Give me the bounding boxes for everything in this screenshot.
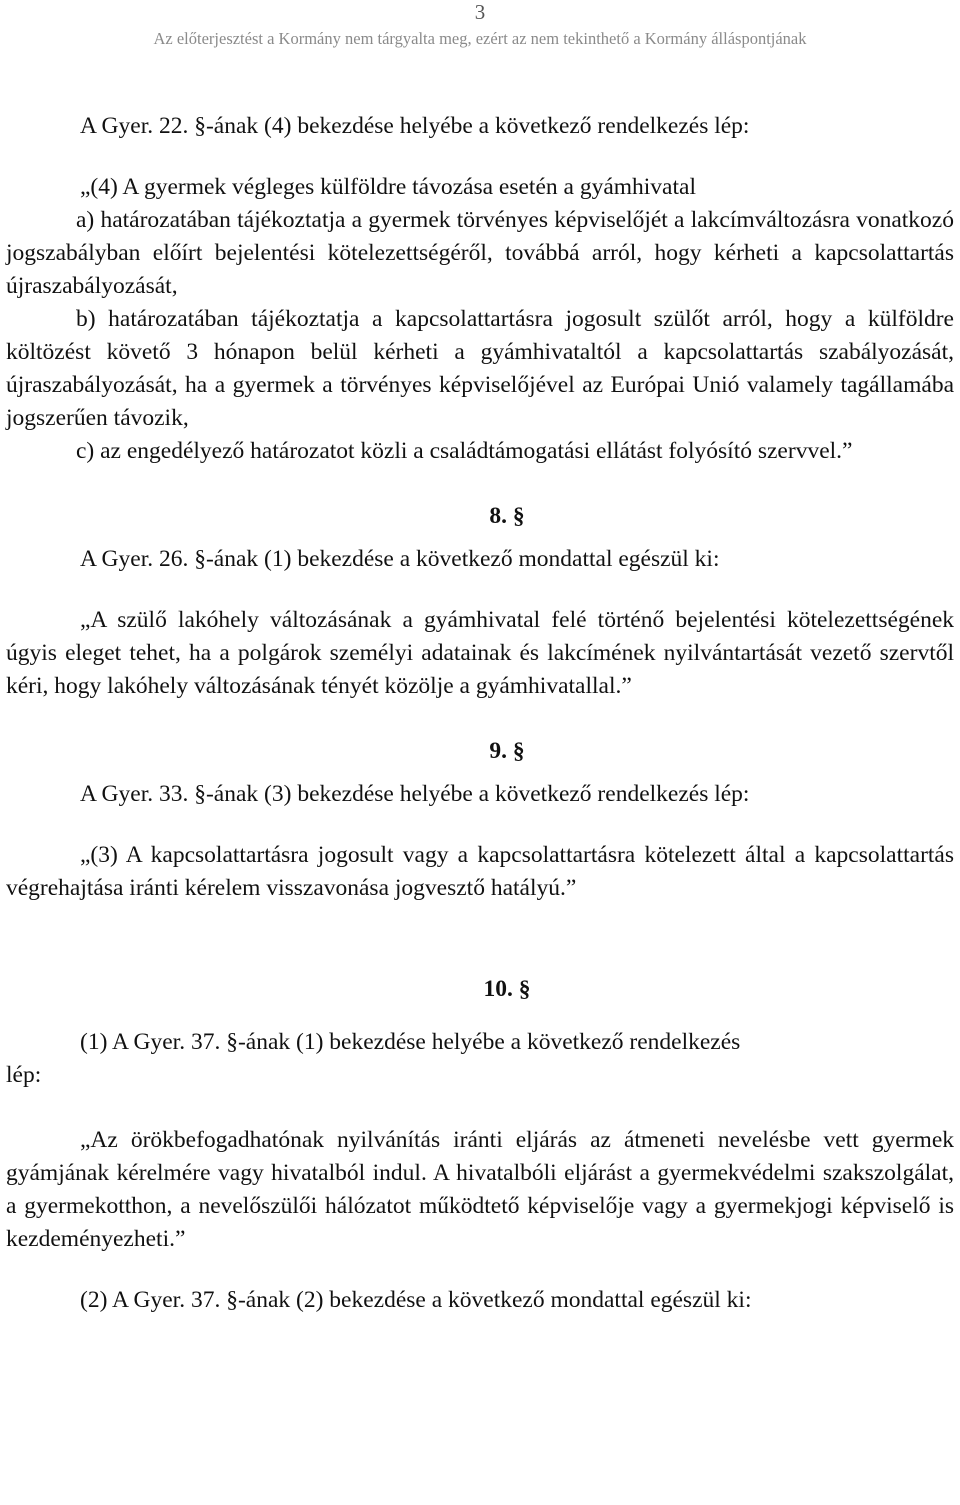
- paragraph-amendment-37-1: [6, 1026, 954, 1092]
- quote-22-4-head: „(4) A gyermek végleges külföldre távozása esetén a gyámhivatal: [80, 174, 696, 200]
- quote-37-1: „Az örökbefogadhatónak nyilvánítás iránti eljárás az átmeneti nevelésbe vett gyermek gyámjának kérelmére vagy hivatalból indul. A hivatalbóli eljárást a gyermekvédelmi szakszolgálat, a gyermekotthon, a nevelőszülői hálózatot működtető képviselője vagy a gyermekjogi képviselő is kezdeményezheti.”: [6, 1127, 954, 1252]
- document-body: [6, 110, 954, 1317]
- header-disclaimer: Az előterjesztést a Kormány nem tárgyalta meg, ezért az nem tekinthető a Kormány álláspontjának: [153, 29, 807, 48]
- quote-22-4-item-a: a) határozatában tájékoztatja a gyermek törvényes képviselőjét a lakcímváltozásra vonatkozó jogszabályban előírt bejelentési kötelezettségéről, továbbá arról, hogy kérheti a kapcsolattartás újraszabályozását,: [6, 207, 954, 299]
- paragraph-amendment-37-2: (2) A Gyer. 37. §-ának (2) bekezdése a következő mondattal egészül ki:: [80, 1287, 752, 1313]
- quote-22-4-item-c: c) az engedélyező határozatot közli a családtámogatási ellátást folyósító szervvel.”: [76, 438, 853, 464]
- paragraph-amendment-33: A Gyer. 33. §-ának (3) bekezdése helyébe a következő rendelkezés lép:: [80, 781, 750, 807]
- paragraph-amendment-26: A Gyer. 26. §-ának (1) bekezdése a következő mondattal egészül ki:: [80, 546, 720, 572]
- paragraph-amendment-22: A Gyer. 22. §-ának (4) bekezdése helyébe a következő rendelkezés lép:: [80, 113, 750, 139]
- section-heading-10: 10. §: [483, 976, 531, 1002]
- quote-26-1: „A szülő lakóhely változásának a gyámhivatal felé történő bejelentési kötelezettségének úgyis eleget tehet, ha a polgárok személyi adatainak és lakcímének nyilvántartását vezető szervtől kéri, hogy lakóhely változásának tényét közölje a gyámhivatallal.”: [6, 607, 954, 699]
- page-number: 3: [474, 0, 486, 24]
- section-heading-9: 9. §: [489, 738, 525, 764]
- quote-22-4-item-b: b) határozatában tájékoztatja a kapcsolattartásra jogosult szülőt arról, hogy a külföldre költözést követő 3 hónapon belül kérheti a gyámhivataltól a kapcsolattartás szabályozását, újraszabályozását, ha a gyermek a törvényes képviselőjével az Európai Unió valamely tagállamába jogszerűen távozik,: [6, 306, 954, 431]
- paragraph-amendment-37-1-text: (1) A Gyer. 37. §-ának (1) bekezdése helyébe a következő rendelkezés: [80, 1029, 741, 1055]
- section-heading-8: 8. §: [489, 503, 525, 529]
- paragraph-lep-word: lép:: [6, 1062, 42, 1088]
- quote-33-3: „(3) A kapcsolattartásra jogosult vagy a kapcsolattartásra kötelezett által a kapcsolattartás végrehajtása iránti kérelem visszavonása jogvesztő hatályú.”: [6, 842, 954, 901]
